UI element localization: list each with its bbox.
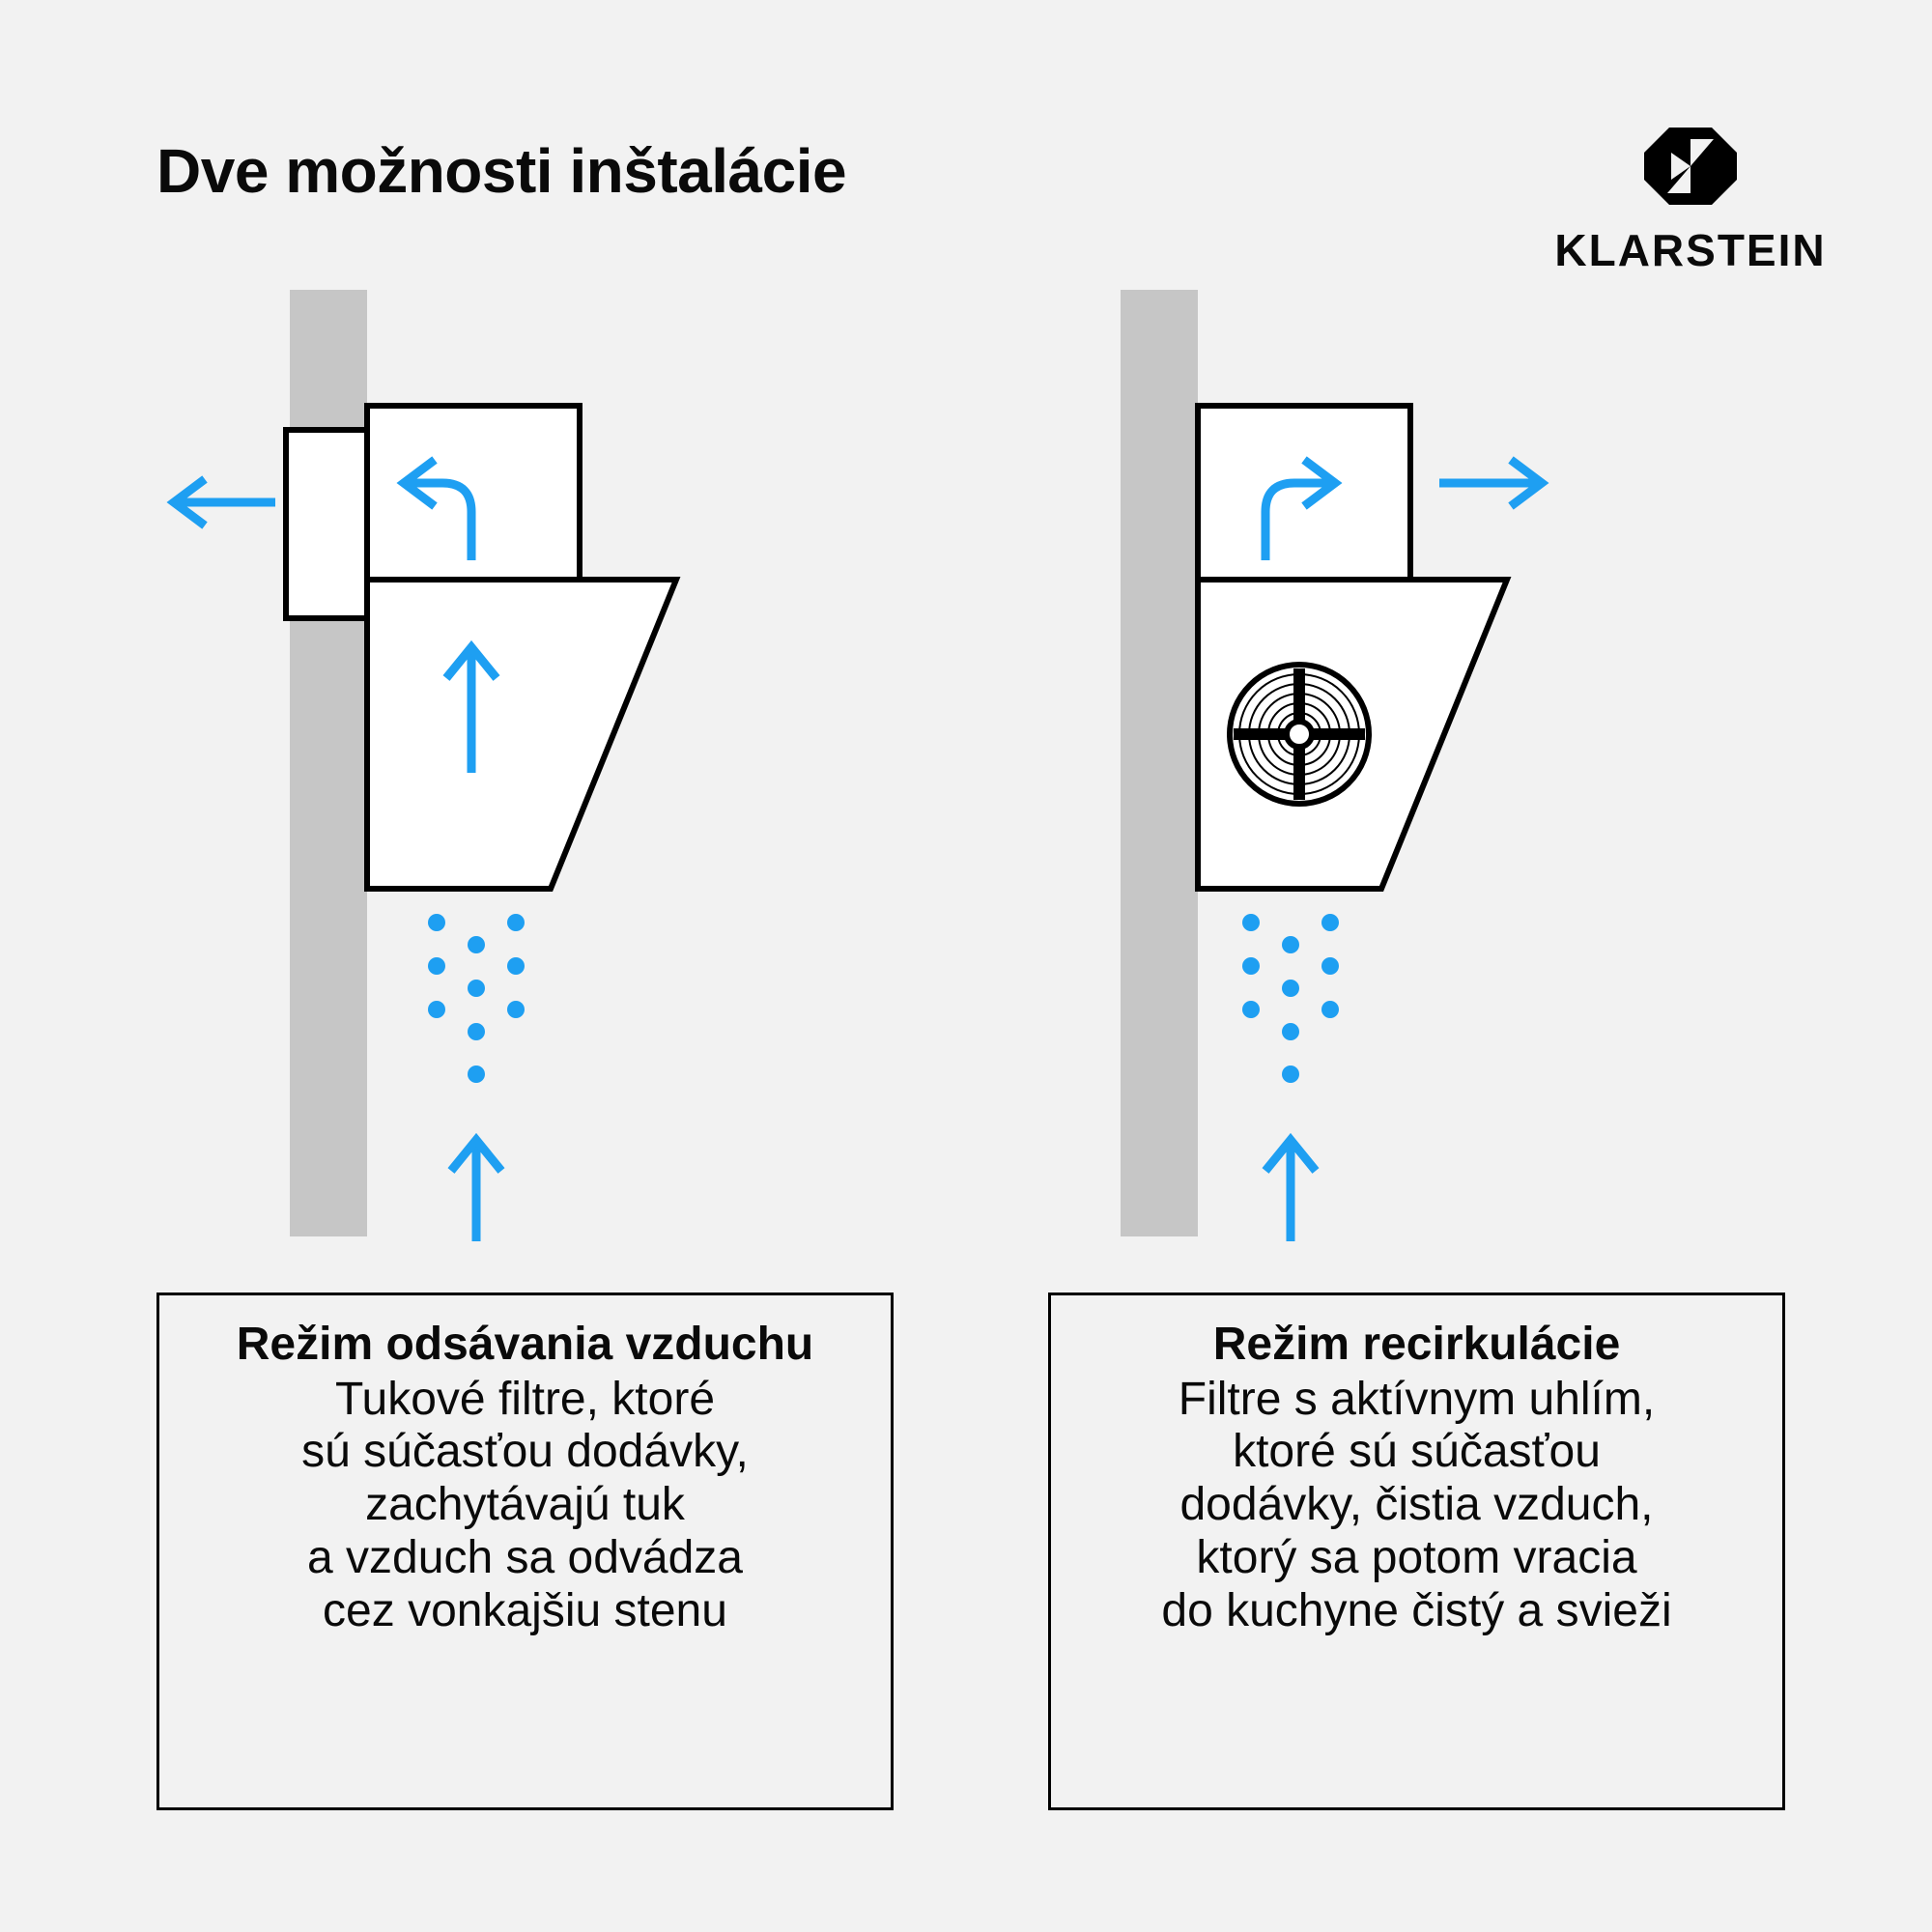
page-title: Dve možnosti inštalácie xyxy=(156,136,847,206)
arrow-up-intake xyxy=(451,1140,501,1241)
caption-body-line: sú súčasťou dodávky, xyxy=(301,1426,749,1478)
caption-body-line: Tukové filtre, ktoré xyxy=(334,1373,716,1425)
caption-box-extraction xyxy=(156,1293,894,1810)
installation-diagram xyxy=(0,290,1932,1304)
recirculation-mode-diagram xyxy=(1121,290,1542,1241)
caption-body-extraction xyxy=(175,1374,875,1638)
range-hood-upper-box xyxy=(1198,406,1410,580)
caption-body-line: ktoré sú súčasťou xyxy=(1233,1426,1601,1478)
caption-body-line: dodávky, čistia vzduch, xyxy=(1179,1479,1654,1531)
range-hood-body xyxy=(367,580,676,889)
caption-body-line: zachytávajú tuk xyxy=(365,1479,685,1531)
arrow-out-left xyxy=(174,479,275,526)
caption-body-recirculation xyxy=(1066,1374,1767,1638)
caption-title-extraction xyxy=(175,1319,875,1372)
caption-title-recirculation xyxy=(1066,1319,1767,1372)
caption-title-line: odsávania vzduchu xyxy=(385,1319,814,1370)
caption-body-line: ktorý sa potom vracia xyxy=(1196,1531,1637,1583)
extraction-mode-diagram xyxy=(174,290,676,1241)
caption-box-recirculation xyxy=(1048,1293,1785,1810)
octagon-cut-logo-icon xyxy=(1642,126,1739,207)
caption-title-line: Režim xyxy=(236,1319,374,1370)
brand-block xyxy=(1517,126,1864,276)
caption-body-line: do kuchyne čistý a svieži xyxy=(1161,1584,1672,1636)
caption-body-line: Filtre s aktívnym uhlím, xyxy=(1178,1373,1656,1425)
caption-title-line: Režim xyxy=(1212,1319,1350,1370)
caption-body-line: a vzduch sa odvádza xyxy=(307,1531,743,1583)
arrow-up-intake xyxy=(1265,1140,1316,1241)
caption-title-line: recirkulácie xyxy=(1362,1319,1621,1370)
grease-particles xyxy=(1242,914,1339,1083)
grease-particles xyxy=(428,914,525,1083)
wall-slab xyxy=(1121,290,1198,1236)
brand-name: KLARSTEIN xyxy=(1554,225,1827,275)
fan-wheel-icon xyxy=(1230,665,1369,804)
arrow-out-right xyxy=(1439,460,1542,506)
caption-body-line: cez vonkajšiu stenu xyxy=(323,1584,727,1636)
